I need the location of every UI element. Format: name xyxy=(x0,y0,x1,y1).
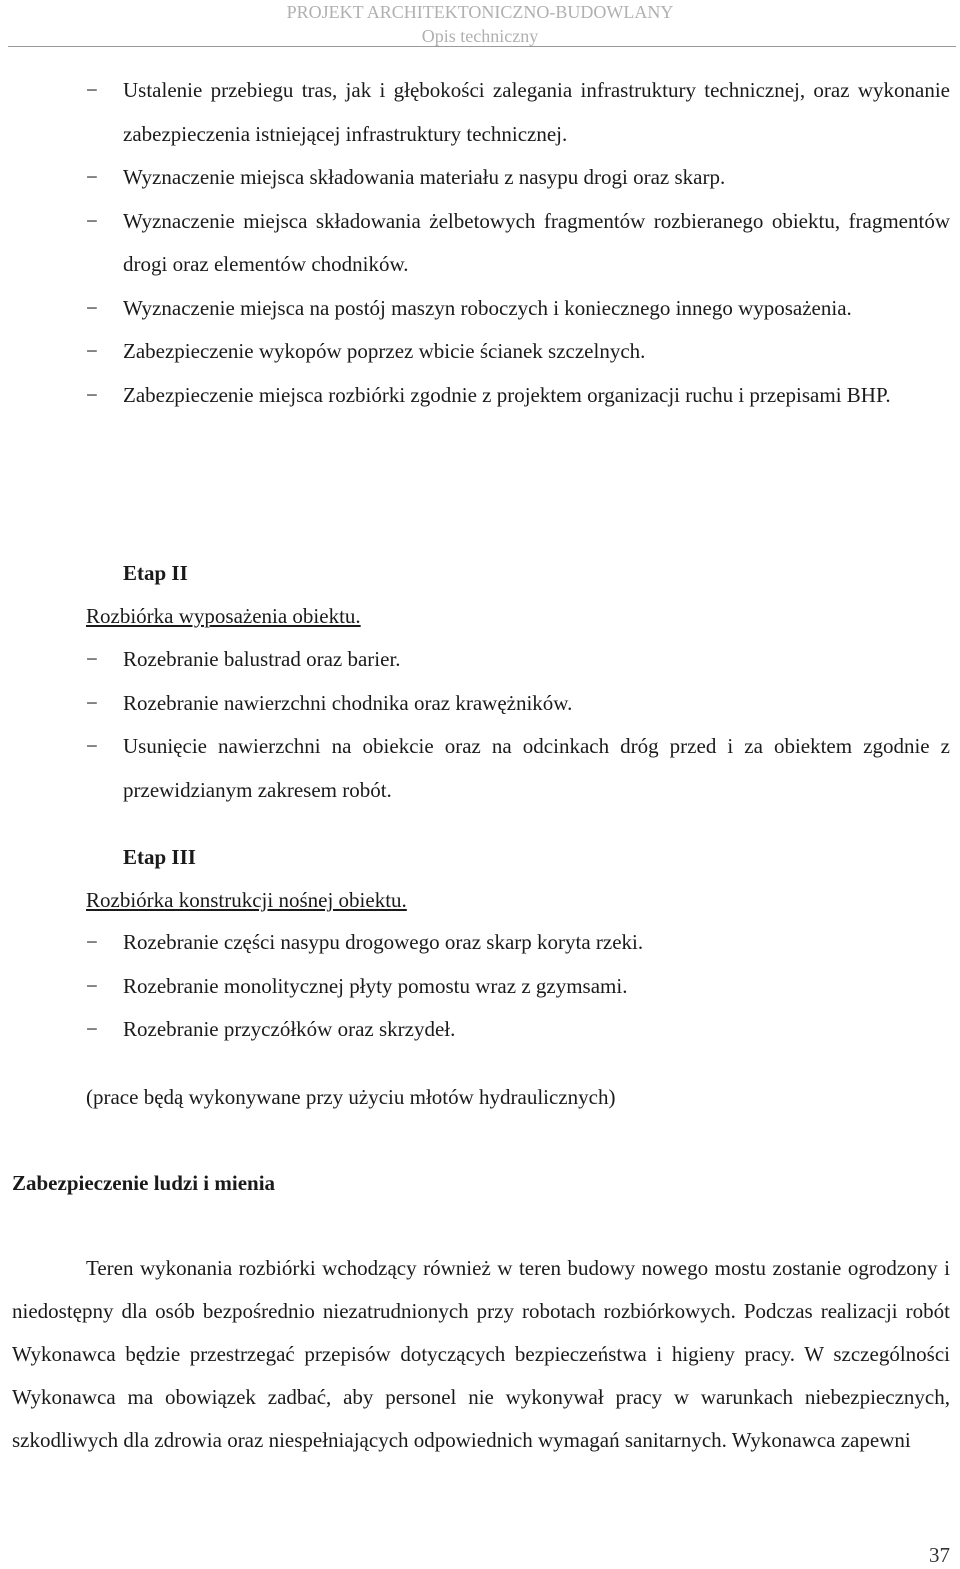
list-item xyxy=(0,287,960,331)
dash-bullet: − xyxy=(86,382,98,407)
dash-bullet: − xyxy=(86,339,98,363)
list-item xyxy=(0,921,960,965)
body-paragraph: Teren wykonania rozbiórki wchodzący również w teren budowy nowego mostu zostanie ogrodzony i niedostępny dla osób bezpośrednio niezatrudnionych przy robotach rozbiórkowych. Podczas realizacji robót Wykonawca będzie przestrzegać przepisów dotyczących bezpieczeństwa i higieny pracy. W szczególności Wykonawca ma obowiązek zadbać, aby personel nie wykonywał pracy w warunkach niebezpiecznych, szkodliwych dla zdrowia oraz niespełniających odpowiednich wymagań sanitarnych. Wykonawca zapewni xyxy=(12,1256,950,1452)
dash-bullet: − xyxy=(86,647,98,671)
list-item-text: Zabezpieczenie miejsca rozbiórki zgodnie z projektem organizacji ruchu i przepisami BHP. xyxy=(123,382,891,407)
stage3-subtitle: Rozbiórka konstrukcji nośnej obiektu. xyxy=(86,888,407,912)
list-item-text: Zabezpieczenie wykopów poprzez wbicie ścianek szczelnych. xyxy=(123,339,646,363)
list-item xyxy=(0,638,960,682)
list-item-text: Rozebranie części nasypu drogowego oraz skarp koryta rzeki. xyxy=(123,930,644,954)
list-item-text: Usunięcie nawierzchni na obiekcie oraz na odcinkach dróg przed i za obiektem zgodnie z przewidzianym zakresem robót. xyxy=(123,734,950,802)
list-item-text: Rozebranie monolitycznej płyty pomostu wraz z gzymsami. xyxy=(123,973,628,998)
list-item xyxy=(0,682,960,726)
list-item-text: Rozebranie balustrad oraz barier. xyxy=(123,647,401,671)
header-divider xyxy=(8,46,956,47)
list-item xyxy=(0,725,960,812)
list-item-text: Rozebranie przyczółków oraz skrzydeł. xyxy=(123,1017,456,1041)
list-item xyxy=(0,965,960,1009)
dash-bullet: − xyxy=(86,930,98,954)
header-title: PROJEKT ARCHITEKTONICZNO-BUDOWLANY xyxy=(286,2,674,22)
list-item-text: Wyznaczenie miejsca na postój maszyn roboczych i koniecznego innego wyposażenia. xyxy=(123,295,852,320)
dash-bullet: − xyxy=(86,165,98,189)
stage3-list xyxy=(0,921,960,1052)
list-item-text: Wyznaczenie miejsca składowania żelbetowych fragmentów rozbieranego obiektu, fragmentów drogi oraz elementów chodników. xyxy=(123,208,950,276)
list-item xyxy=(0,374,960,418)
dash-bullet: − xyxy=(86,208,98,233)
list-item xyxy=(0,330,960,374)
list-item xyxy=(0,156,960,200)
list-item xyxy=(0,200,960,287)
dash-bullet: − xyxy=(86,734,98,758)
stage3-title: Etap III xyxy=(123,845,196,869)
dash-bullet: − xyxy=(86,690,98,715)
list-item-text: Ustalenie przebiegu tras, jak i głębokości zalegania infrastruktury technicznej, oraz wykonanie zabezpieczenia istniejącej infrastruktury technicznej. xyxy=(123,78,950,146)
header-subtitle: Opis techniczny xyxy=(421,26,539,46)
stage2-list xyxy=(0,638,960,812)
note-text: (prace będą wykonywane przy użyciu młotów hydraulicznych) xyxy=(86,1085,616,1109)
dash-bullet: − xyxy=(86,78,98,102)
dash-bullet: − xyxy=(86,295,98,320)
page-number: 37 xyxy=(929,1543,950,1567)
dash-bullet: − xyxy=(86,1017,98,1041)
list-item-text: Wyznaczenie miejsca składowania materiału z nasypu drogi oraz skarp. xyxy=(123,165,726,189)
stage2-title: Etap II xyxy=(123,561,188,585)
section-title: Zabezpieczenie ludzi i mienia xyxy=(12,1171,276,1195)
stage2-subtitle: Rozbiórka wyposażenia obiektu. xyxy=(86,604,361,628)
list-item xyxy=(0,1008,960,1052)
dash-bullet: − xyxy=(86,973,98,998)
list-item xyxy=(0,69,960,156)
stage1-list xyxy=(0,69,960,417)
page-header xyxy=(0,0,960,48)
list-item-text: Rozebranie nawierzchni chodnika oraz krawężników. xyxy=(123,690,573,715)
